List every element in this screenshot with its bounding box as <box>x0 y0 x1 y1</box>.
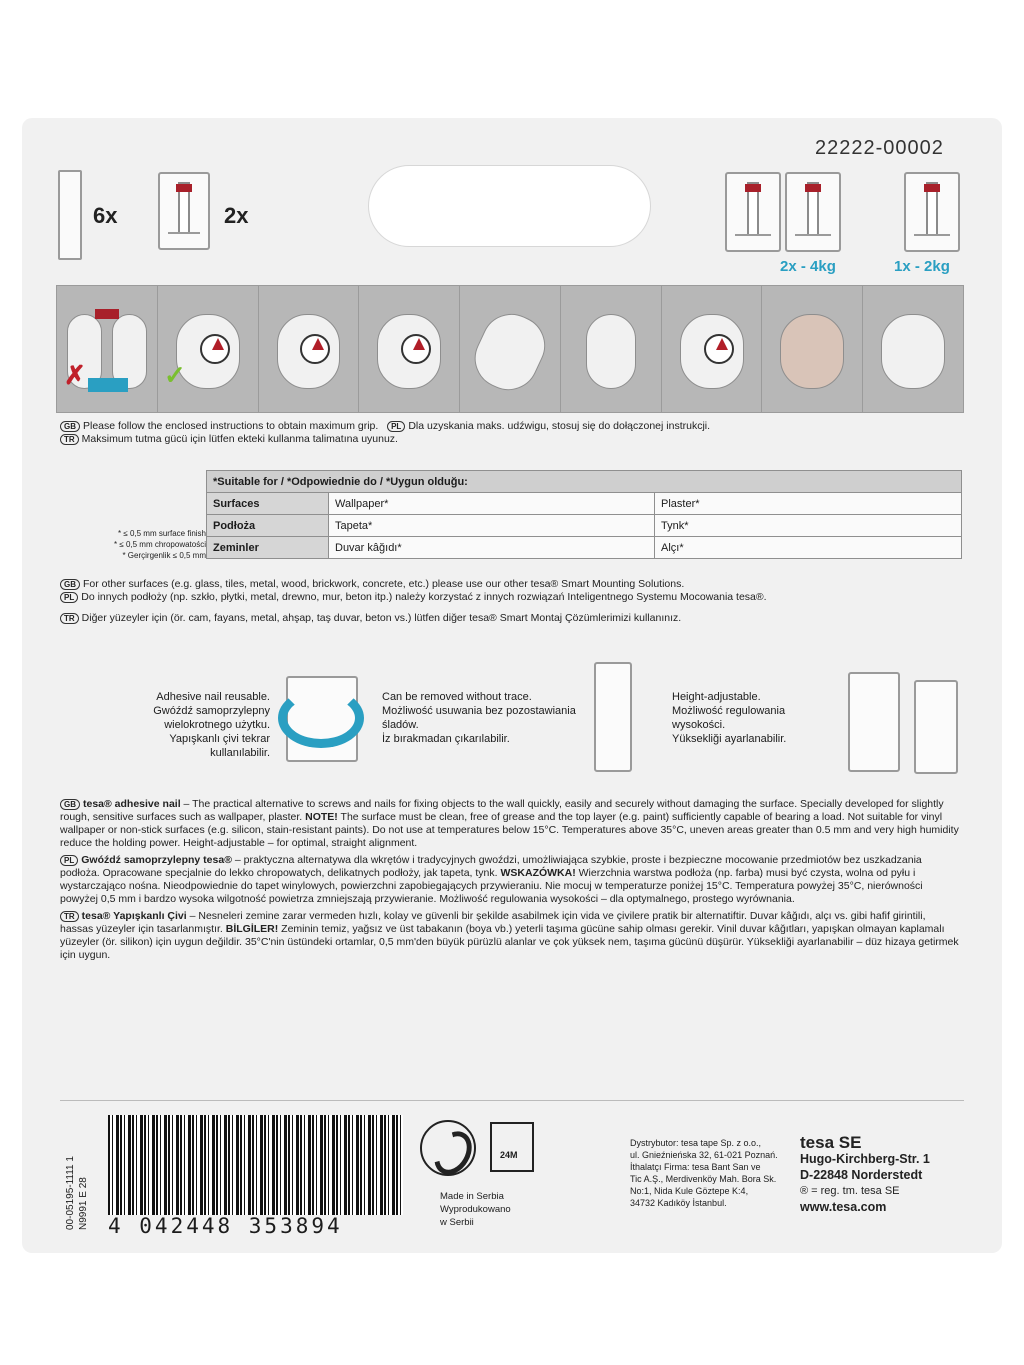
nail-pack-illustration <box>58 170 82 260</box>
table-row <box>207 493 962 515</box>
lang-badge-pl-icon: PL <box>387 421 405 432</box>
recycle-icon <box>420 1120 476 1176</box>
feature-line: Gwóźdź samoprzylepny wielokrotnego użytku. <box>153 705 270 731</box>
desc-title-en: tesa® adhesive nail <box>83 798 181 810</box>
feature-height <box>672 690 812 746</box>
hang-slot <box>368 165 651 247</box>
feature-line: Yüksekliği ayarlanabilir. <box>672 733 787 745</box>
vertical-code-line: 00-05195-1111 1 <box>65 1156 76 1230</box>
step-panel <box>57 286 158 412</box>
step-panel <box>158 286 259 412</box>
company-info <box>800 1135 930 1215</box>
strip-pack-illustration <box>158 172 210 250</box>
desc-note-label-pl: WSKAZÓWKA! <box>500 867 576 879</box>
other-surfaces-text <box>60 578 960 625</box>
desc-note-label-tr: BİLGİLER! <box>225 923 279 935</box>
row-value: Plaster* <box>655 493 962 515</box>
nail-quantity: 6x <box>93 203 118 228</box>
barcode-icon <box>108 1115 403 1215</box>
desc-note-tr: Zeminin temiz, yağsız ve üst tabakanın (boya vb.) yeterli taşıma gücüne sahip olması gerekir. Vinil duvar kâğıtları, yapışkan olmayan kaplamalı yüzeyler (ör. silikon) için uygun değildir. 35°C'nin üstündeki ortamlar, 0,5 mm'den büyük pürüzlü alanlar ve çok yüksek nem, taşıma gücünü düşürür. Yüksekliği ayarlanabilir – düz hizaya getirmek için uygun. <box>60 923 959 961</box>
removable-nail-illustration <box>594 662 632 772</box>
single-nail-illustration <box>904 172 960 252</box>
double-nail-illustration-1 <box>725 172 781 252</box>
table-header: *Suitable for / *Odpowiednie do / *Uygun olduğu: <box>207 471 962 493</box>
instruction-tr: Maksimum tutma gücü için lütfen ekteki kullanma talimatına uyunuz. <box>81 433 398 445</box>
height-adjust-illustration-1 <box>848 672 900 772</box>
made-line: Wyprodukowano <box>440 1204 511 1215</box>
feature-line: Height-adjustable. <box>672 691 761 703</box>
distrib-line: Dystrybutor: tesa tape Sp. z o.o., <box>630 1138 762 1148</box>
shelf-life-icon <box>490 1122 534 1172</box>
correct-mark-icon: ✓ <box>164 360 186 390</box>
feature-line: Can be removed without trace. <box>382 691 532 703</box>
lang-badge-pl-icon: PL <box>60 592 78 603</box>
height-adjust-illustration-2 <box>914 680 958 774</box>
surface-notes <box>56 528 206 561</box>
lang-badge-pl-icon: PL <box>60 855 78 866</box>
lang-badge-en-icon: GB <box>60 799 80 810</box>
distrib-line: İthalatçı Firma: tesa Bant San ve <box>630 1162 761 1172</box>
feature-line: Możliwość usuwania bez pozostawiania śladów. <box>382 705 576 731</box>
distributor-info <box>630 1137 780 1209</box>
table-row <box>207 537 962 559</box>
feature-line: İz bırakmadan çıkarılabilir. <box>382 733 510 745</box>
distrib-line: ul. Gnieźnieńska 32, 61-021 Poznań. <box>630 1150 778 1160</box>
company-name: tesa SE <box>800 1133 862 1152</box>
row-value: Duvar kâğıdı* <box>329 537 655 559</box>
table-row <box>207 515 962 537</box>
other-tr: Diğer yüzeyler için (ör. cam, fayans, metal, ahşap, taş duvar, beton vs.) lütfen diğer tesa® Smart Montaj Çözümlerimizi kullanınız. <box>81 612 682 624</box>
note-line: * ≤ 0,5 mm chropowatości <box>114 540 206 549</box>
weight-two-nails: 2x - 4kg <box>780 258 836 275</box>
feature-line: Możliwość regulowania wysokości. <box>672 705 786 731</box>
step-panel <box>662 286 763 412</box>
row-value: Wallpaper* <box>329 493 655 515</box>
distrib-line: Tic A.Ş., Merdivenköy Mah. Bora Sk. <box>630 1174 777 1184</box>
lang-badge-en-icon: GB <box>60 579 80 590</box>
made-line: w Serbii <box>440 1217 474 1228</box>
instruction-en: Please follow the enclosed instructions to obtain maximum grip. <box>83 420 379 432</box>
lang-badge-tr-icon: TR <box>60 911 79 922</box>
row-label: Surfaces <box>207 493 329 515</box>
distrib-line: 34732 Kadıköy İstanbul. <box>630 1198 727 1208</box>
feature-removable <box>382 690 582 746</box>
step-panel <box>863 286 963 412</box>
row-value: Tynk* <box>655 515 962 537</box>
instruction-pl: Dla uzyskania maks. udźwigu, stosuj się do dołączonej instrukcji. <box>408 420 711 432</box>
row-label: Podłoża <box>207 515 329 537</box>
lang-badge-tr-icon: TR <box>60 613 79 624</box>
company-line: D-22848 Norderstedt <box>800 1168 923 1182</box>
vertical-code <box>64 1120 104 1230</box>
company-line: ® = reg. tm. tesa SE <box>800 1185 900 1197</box>
lang-badge-tr-icon: TR <box>60 434 79 445</box>
desc-title-tr: tesa® Yapışkanlı Çivi <box>81 910 187 922</box>
company-line: www.tesa.com <box>800 1200 887 1214</box>
instructions-text <box>60 420 960 446</box>
step-panel <box>762 286 863 412</box>
other-en: For other surfaces (e.g. glass, tiles, metal, wood, brickwork, concrete, etc.) please use our other tesa® Smart Mounting Solutions. <box>83 578 685 590</box>
made-line: Made in Serbia <box>440 1191 504 1202</box>
level-indicator-icon <box>88 378 128 392</box>
step-panel <box>460 286 561 412</box>
desc-note-label-en: NOTE! <box>305 811 338 823</box>
note-line: * ≤ 0,5 mm surface finish <box>118 529 206 538</box>
step-panel <box>359 286 460 412</box>
feature-line: Yapışkanlı çivi tekrar kullanılabilir. <box>169 733 270 759</box>
desc-text-en: – The practical alternative to screws and nails for fixing objects to the wall quickly, easily and securely without damaging the surface. Specially developed for slightly rough, sensitive surfaces such as wallpaper, plaster. <box>60 798 944 823</box>
note-line: * Gerçirgenlik ≤ 0,5 mm <box>122 551 206 560</box>
product-description <box>60 798 960 962</box>
other-pl: Do innych podłoży (np. szkło, płytki, metal, drewno, mur, beton itp.) należy korzystać z innych rozwiązań Inteligentnego Systemu Mocowania tesa®. <box>81 591 767 603</box>
desc-text-tr: – Nesneleri zemine zarar vermeden hızlı, kolay ve güvenli bir şekilde asabilmek için vida ve çivilere pratik bir alternatiftir. Duvar kâğıdı, alçı vs. gibi hafif girintili, hassas yüzeyler için tasarlanmıştır. <box>60 910 926 935</box>
made-in-info <box>440 1190 530 1229</box>
lang-badge-en-icon: GB <box>60 421 80 432</box>
desc-title-pl: Gwóźdź samoprzylepny tesa® <box>81 854 232 866</box>
double-nail-illustration-2 <box>785 172 841 252</box>
row-label: Zeminler <box>207 537 329 559</box>
distrib-line: No:1, Nida Kule Göztepe K:4, <box>630 1186 749 1196</box>
barcode-number: 4 042448 353894 <box>108 1214 343 1238</box>
product-code: 22222-00002 <box>815 137 944 159</box>
desc-note-en: The surface must be clean, free of grease and the top layer (e.g. paint) sufficiently capable of bearing a load. Not suitable for vinyl wallpaper or non-stick surfaces (e.g. silicon, stain-resistant paints). Do not use at temperatures below 15°C. Temperatures above 35°C, uneven areas greater than 0.5 mm and very high humidity reduce the holding power. Height-adjustable – for optimal, straight alignment. <box>60 811 959 849</box>
instruction-steps-strip <box>56 285 964 413</box>
row-value: Tapeta* <box>329 515 655 537</box>
desc-note-pl: Wierzchnia warstwa podłoża (np. farba) musi być czysta, wolna od pyłu i wystarczająco nośna. Nieodpowiednie do tapet winylowych, powierzchni zapobiegających przywieraniu. Nie mocuj w temperaturze poniżej 15°C. Temperatura powyżej 35°C, nierówności powyżej 0,5 mm i bardzo wysoka wilgotność powietrza zmniejszają przywieranie. Możliwość regulowania wysokości – dla optymalnego, prostego wyrównania. <box>60 867 923 905</box>
vertical-code-line: N9991 E 28 <box>78 1177 89 1230</box>
shelf-life-label: 24M <box>500 1150 518 1160</box>
step-panel <box>259 286 360 412</box>
row-value: Alçı* <box>655 537 962 559</box>
step-panel <box>561 286 662 412</box>
strip-quantity: 2x <box>224 203 249 228</box>
suitability-table <box>206 470 962 559</box>
company-line: Hugo-Kirchberg-Str. 1 <box>800 1152 930 1166</box>
divider <box>60 1100 964 1101</box>
desc-text-pl: – praktyczna alternatywa dla wkrętów i tradycyjnych gwoździ, umożliwiająca szybkie, proste i bezpieczne mocowanie przedmiotów bez uszkadzania podłoża. Opracowane specjalnie do lekko chropowatych, delikatnych podłoży, jak tapeta, tynk. <box>60 854 922 879</box>
feature-reusable <box>120 690 270 760</box>
feature-line: Adhesive nail reusable. <box>156 691 270 703</box>
reuse-arrow-icon <box>278 688 364 748</box>
wrong-mark-icon: ✗ <box>64 360 86 390</box>
weight-one-nail: 1x - 2kg <box>894 258 950 275</box>
